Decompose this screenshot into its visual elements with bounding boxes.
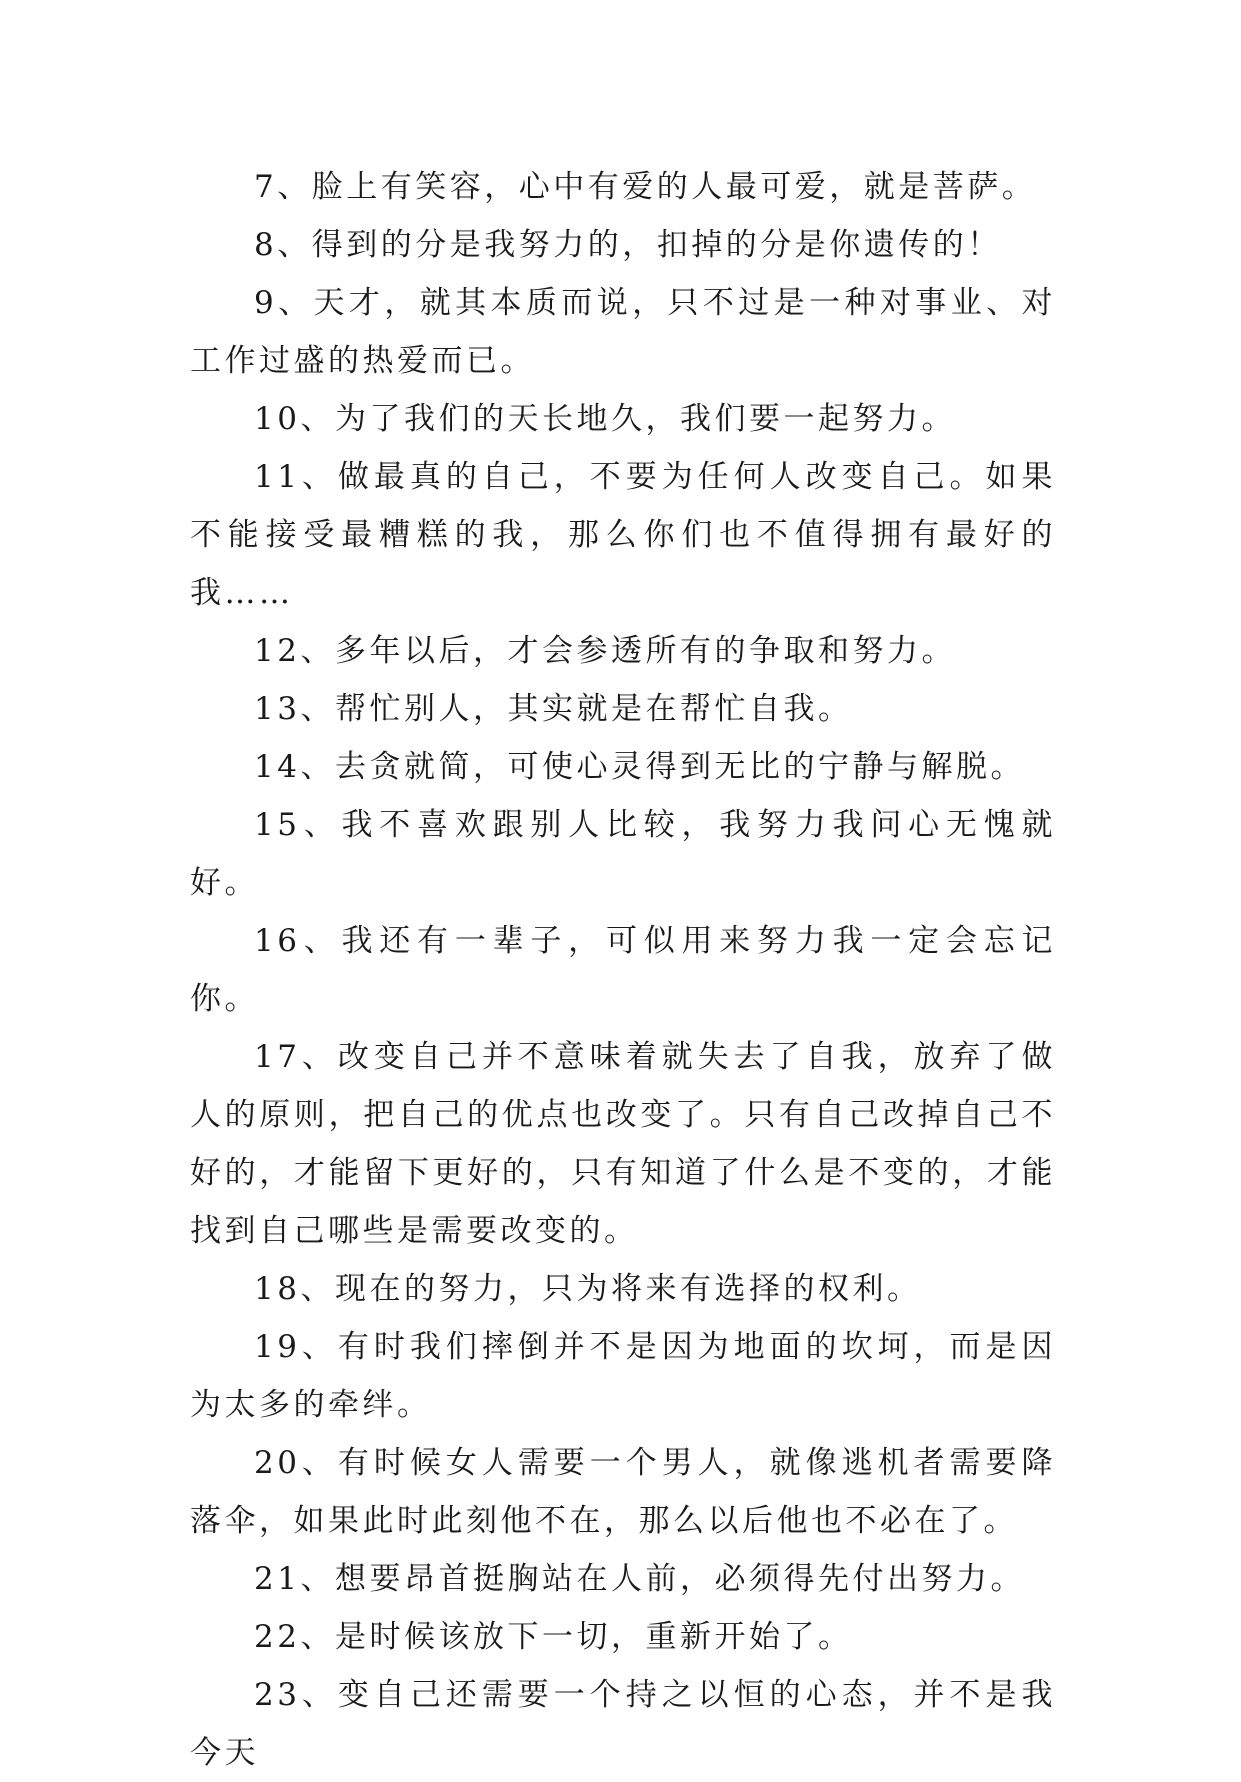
quote-paragraph-8: 8、得到的分是我努力的，扣掉的分是你遗传的！: [254, 227, 1002, 263]
quote-paragraph-15: 15、我不喜欢跟别人比较，我努力我问心无愧就好。: [190, 807, 1056, 901]
quote-paragraph-23: 23、变自己还需要一个持之以恒的心态，并不是我今天: [190, 1677, 1056, 1771]
quote-paragraph-21: 21、想要昂首挺胸站在人前，必须得先付出努力。: [254, 1561, 1025, 1597]
quote-paragraph-13: 13、帮忙别人，其实就是在帮忙自我。: [254, 691, 853, 727]
quote-paragraph-22: 22、是时候该放下一切，重新开始了。: [254, 1619, 853, 1655]
quote-paragraph-19: 19、有时我们摔倒并不是因为地面的坎坷，而是因为太多的牵绊。: [190, 1329, 1056, 1423]
quote-paragraph-17: 17、改变自己并不意味着就失去了自我，放弃了做人的原则，把自己的优点也改变了。只有自己改掉自己不好的，才能留下更好的，只有知道了什么是不变的，才能找到自己哪些是需要改变的。: [190, 1039, 1056, 1249]
quote-paragraph-7: 7、脸上有笑容，心中有爱的人最可爱，就是菩萨。: [254, 169, 1037, 205]
quote-paragraph-9: 9、天才，就其本质而说，只不过是一种对事业、对工作过盛的热爱而已。: [190, 285, 1056, 379]
quote-paragraph-20: 20、有时候女人需要一个男人，就像逃机者需要降落伞，如果此时此刻他不在，那么以后他也不必在了。: [190, 1445, 1056, 1539]
quote-paragraph-18: 18、现在的努力，只为将来有选择的权利。: [254, 1271, 922, 1307]
quote-paragraph-11: 11、做最真的自己，不要为任何人改变自己。如果不能接受最糟糕的我，那么你们也不值得拥有最好的我……: [190, 459, 1056, 611]
quote-paragraph-16: 16、我还有一辈子，可似用来努力我一定会忘记你。: [190, 923, 1056, 1017]
quote-paragraph-10: 10、为了我们的天长地久，我们要一起努力。: [254, 401, 956, 437]
quote-paragraph-12: 12、多年以后，才会参透所有的争取和努力。: [254, 633, 956, 669]
document-body: [190, 158, 1056, 1782]
quote-paragraph-14: 14、去贪就简，可使心灵得到无比的宁静与解脱。: [254, 749, 1025, 785]
